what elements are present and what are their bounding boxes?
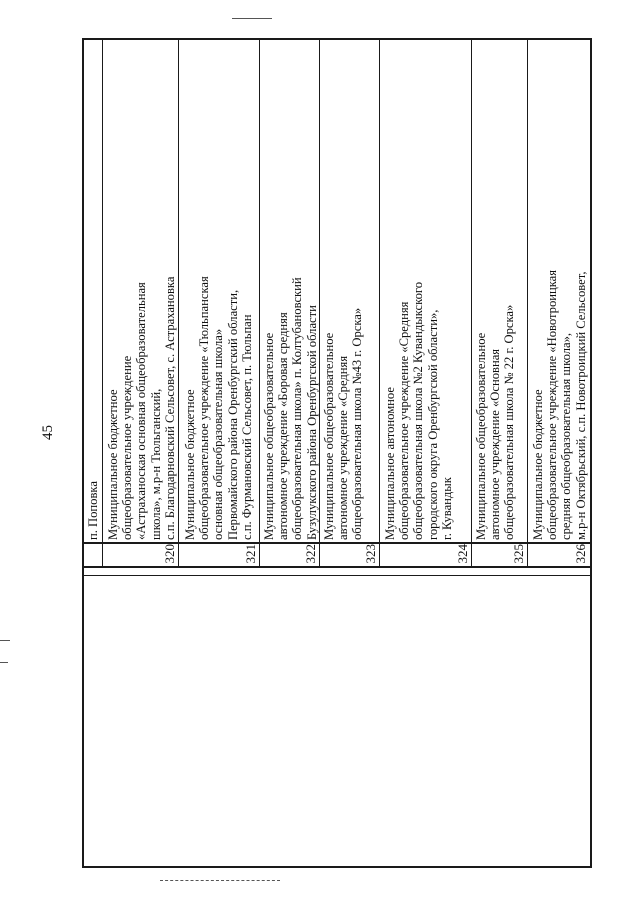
row-divider	[259, 40, 260, 568]
row-number: 325	[511, 544, 526, 564]
row-text: Муниципальное автономное общеобразовательное учреждение «Средняя общеобразовательная школа №2 Кувандыкского городского округа Оренбургской области», г. Кувандык	[383, 281, 454, 540]
row-divider	[319, 40, 320, 568]
row-text: Муниципальное общеобразовательное автономное учреждение «Боровая средняя общеобразовательная школа» п. Колтубановский Бузулукского района Оренбургской области	[262, 277, 319, 540]
row-divider	[527, 40, 528, 568]
rotated-table-region	[82, 38, 592, 868]
page-number: 45	[40, 425, 56, 440]
row-text: Муниципальное бюджетное общеобразовательное учреждение «Тюльпанская основная общеобразовательная школа» Первомайского района Оренбургский области, с.п. Фурмановский Сельсовет, п. Тюльпан	[183, 276, 254, 540]
row-text: Муниципальное общеобразовательное автономное учреждение «Основная общеобразовательная школа № 22 г. Орска»	[474, 304, 517, 540]
row-number: 323	[363, 544, 378, 564]
row-divider	[178, 40, 179, 568]
row-number: 324	[455, 544, 470, 564]
scan-edge-mark	[160, 880, 280, 881]
row-number: 326	[573, 544, 588, 564]
column-divider	[84, 575, 590, 576]
row-divider	[102, 40, 103, 568]
row-text: Муниципальное общеобразовательное автономное учреждение «Средняя общеобразовательная школа №43 г. Орска»	[322, 307, 365, 540]
scan-edge-mark	[0, 662, 8, 663]
row-text: Муниципальное бюджетное общеобразовательное учреждение «Новотроицкая средняя общеобразовательная школа», м.р-н Октябрьский, с.п. Новотроицкий Сельсовет,	[531, 269, 588, 540]
scan-edge-mark	[0, 640, 10, 641]
row-divider	[471, 40, 472, 568]
row-number: 322	[303, 544, 318, 564]
row-number: 321	[243, 544, 258, 564]
row-text: Муниципальное бюджетное общеобразовательное учреждение «Астраханоская основная общеобразовательная школа», м.р-н Тюльганский, с.п. Благодарновский Сельсовет, с. Астрахановка	[106, 276, 177, 540]
row-divider	[379, 40, 380, 568]
scan-edge-mark	[232, 18, 272, 19]
data-table	[82, 38, 592, 868]
row-number: 320	[162, 544, 177, 564]
table-carryover-text: п. Поповка	[86, 481, 100, 540]
